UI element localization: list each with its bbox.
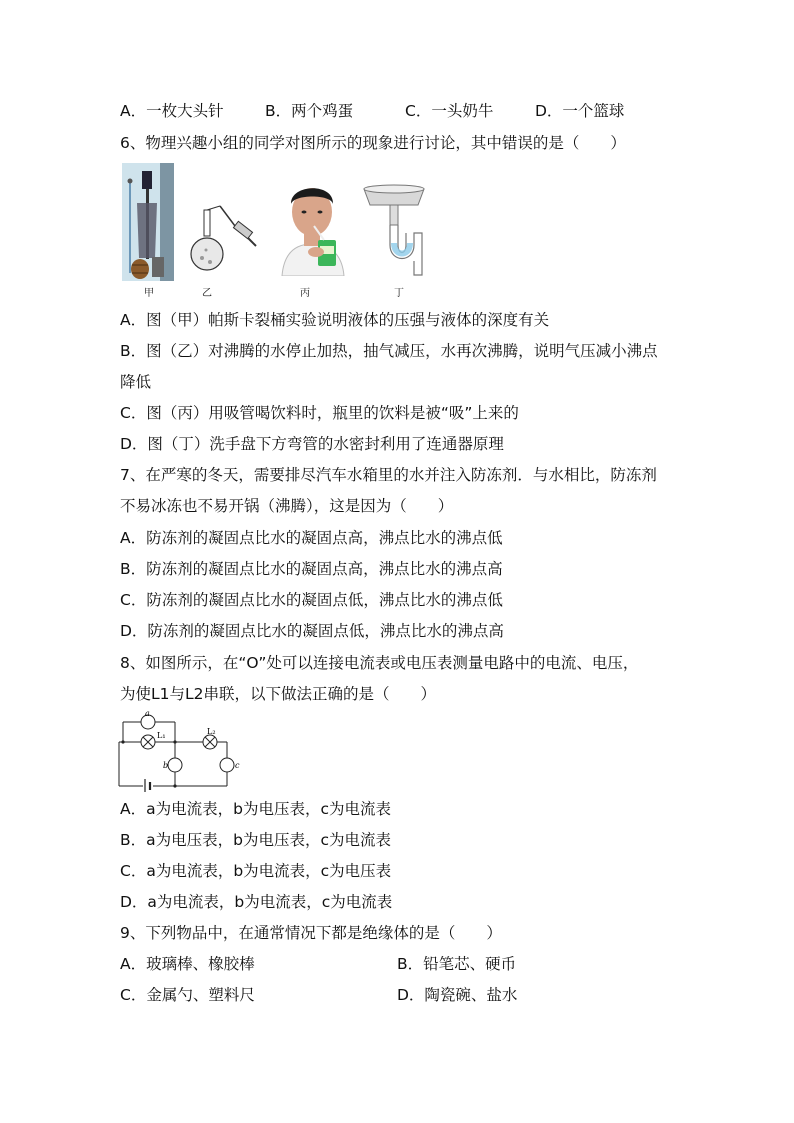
q5-option-a: A．一枚大头针 [120, 102, 224, 120]
q7-option-a: A．防冻剂的凝固点比水的凝固点高，沸点比水的沸点低 [120, 529, 503, 547]
q8-option-a: A．a为电流表，b为电压表，c为电流表 [120, 800, 391, 818]
meter-c [220, 758, 234, 772]
q6-option-d: D．图（丁）洗手盘下方弯管的水密封利用了连通器原理 [120, 435, 504, 453]
q9-option-c: C．金属勺、塑料尺 [120, 986, 255, 1004]
q9-option-d: D．陶瓷碗、盐水 [397, 986, 518, 1004]
q5-option-b: B．两个鸡蛋 [265, 102, 354, 120]
figure-ding-sink-trap [360, 183, 430, 277]
circuit-diagram [115, 708, 240, 792]
q9-option-b: B．铅笔芯、硬币 [397, 955, 517, 973]
meter-b [168, 758, 182, 772]
q8-option-d: D．a为电流表，b为电流表，c为电流表 [120, 893, 393, 911]
caption-yi: 乙 [202, 288, 212, 299]
q7-option-d: D．防冻剂的凝固点比水的凝固点低，沸点比水的沸点高 [120, 622, 504, 640]
q7-stem-line2: 不易冰冻也不易开锅（沸腾），这是因为（ ） [120, 497, 454, 515]
caption-jia: 甲 [144, 288, 154, 299]
label-a: a [145, 709, 150, 718]
q8-stem-line2: 为使L1与L2串联，以下做法正确的是（ ） [120, 685, 436, 703]
q8-option-c: C．a为电流表，b为电流表，c为电压表 [120, 862, 392, 880]
q6-stem: 6、物理兴趣小组的同学对图所示的现象进行讨论，其中错误的是（ ） [120, 134, 626, 152]
q9-option-a: A．玻璃棒、橡胶棒 [120, 955, 255, 973]
q6-option-c: C．图（丙）用吸管喝饮料时，瓶里的饮料是被“吸”上来的 [120, 404, 519, 422]
caption-ding: 丁 [394, 288, 404, 299]
q6-option-b: B．图（乙）对沸腾的水停止加热，抽气减压，水再次沸腾，说明气压减小沸点 [120, 342, 658, 360]
figure-yi-flask-syringe [190, 204, 260, 280]
q5-option-c: C．一头奶牛 [405, 102, 494, 120]
label-c: c [235, 761, 240, 770]
q6-option-b-continued: 降低 [120, 373, 152, 391]
figure-bing-boy-drinking [276, 178, 348, 276]
label-b: b [163, 761, 169, 770]
q9-stem: 9、下列物品中，在通常情况下都是绝缘体的是（ ） [120, 924, 502, 942]
label-l1: L₁ [157, 731, 166, 740]
label-l2: L₂ [207, 727, 216, 736]
q8-stem-line1: 8、如图所示，在“O”处可以连接电流表或电压表测量电路中的电流、电压， [120, 654, 639, 672]
q7-stem-line1: 7、在严寒的冬天，需要排尽汽车水箱里的水并注入防冻剂．与水相比，防冻剂 [120, 466, 657, 484]
q5-option-d: D．一个篮球 [535, 102, 625, 120]
q8-option-b: B．a为电压表，b为电压表，c为电流表 [120, 831, 391, 849]
q7-option-c: C．防冻剂的凝固点比水的凝固点低，沸点比水的沸点低 [120, 591, 503, 609]
caption-bing: 丙 [300, 288, 310, 299]
figure-jia-pascal-barrel [122, 163, 174, 281]
q6-option-a: A．图（甲）帕斯卡裂桶实验说明液体的压强与液体的深度有关 [120, 311, 550, 329]
q7-option-b: B．防冻剂的凝固点比水的凝固点高，沸点比水的沸点高 [120, 560, 503, 578]
